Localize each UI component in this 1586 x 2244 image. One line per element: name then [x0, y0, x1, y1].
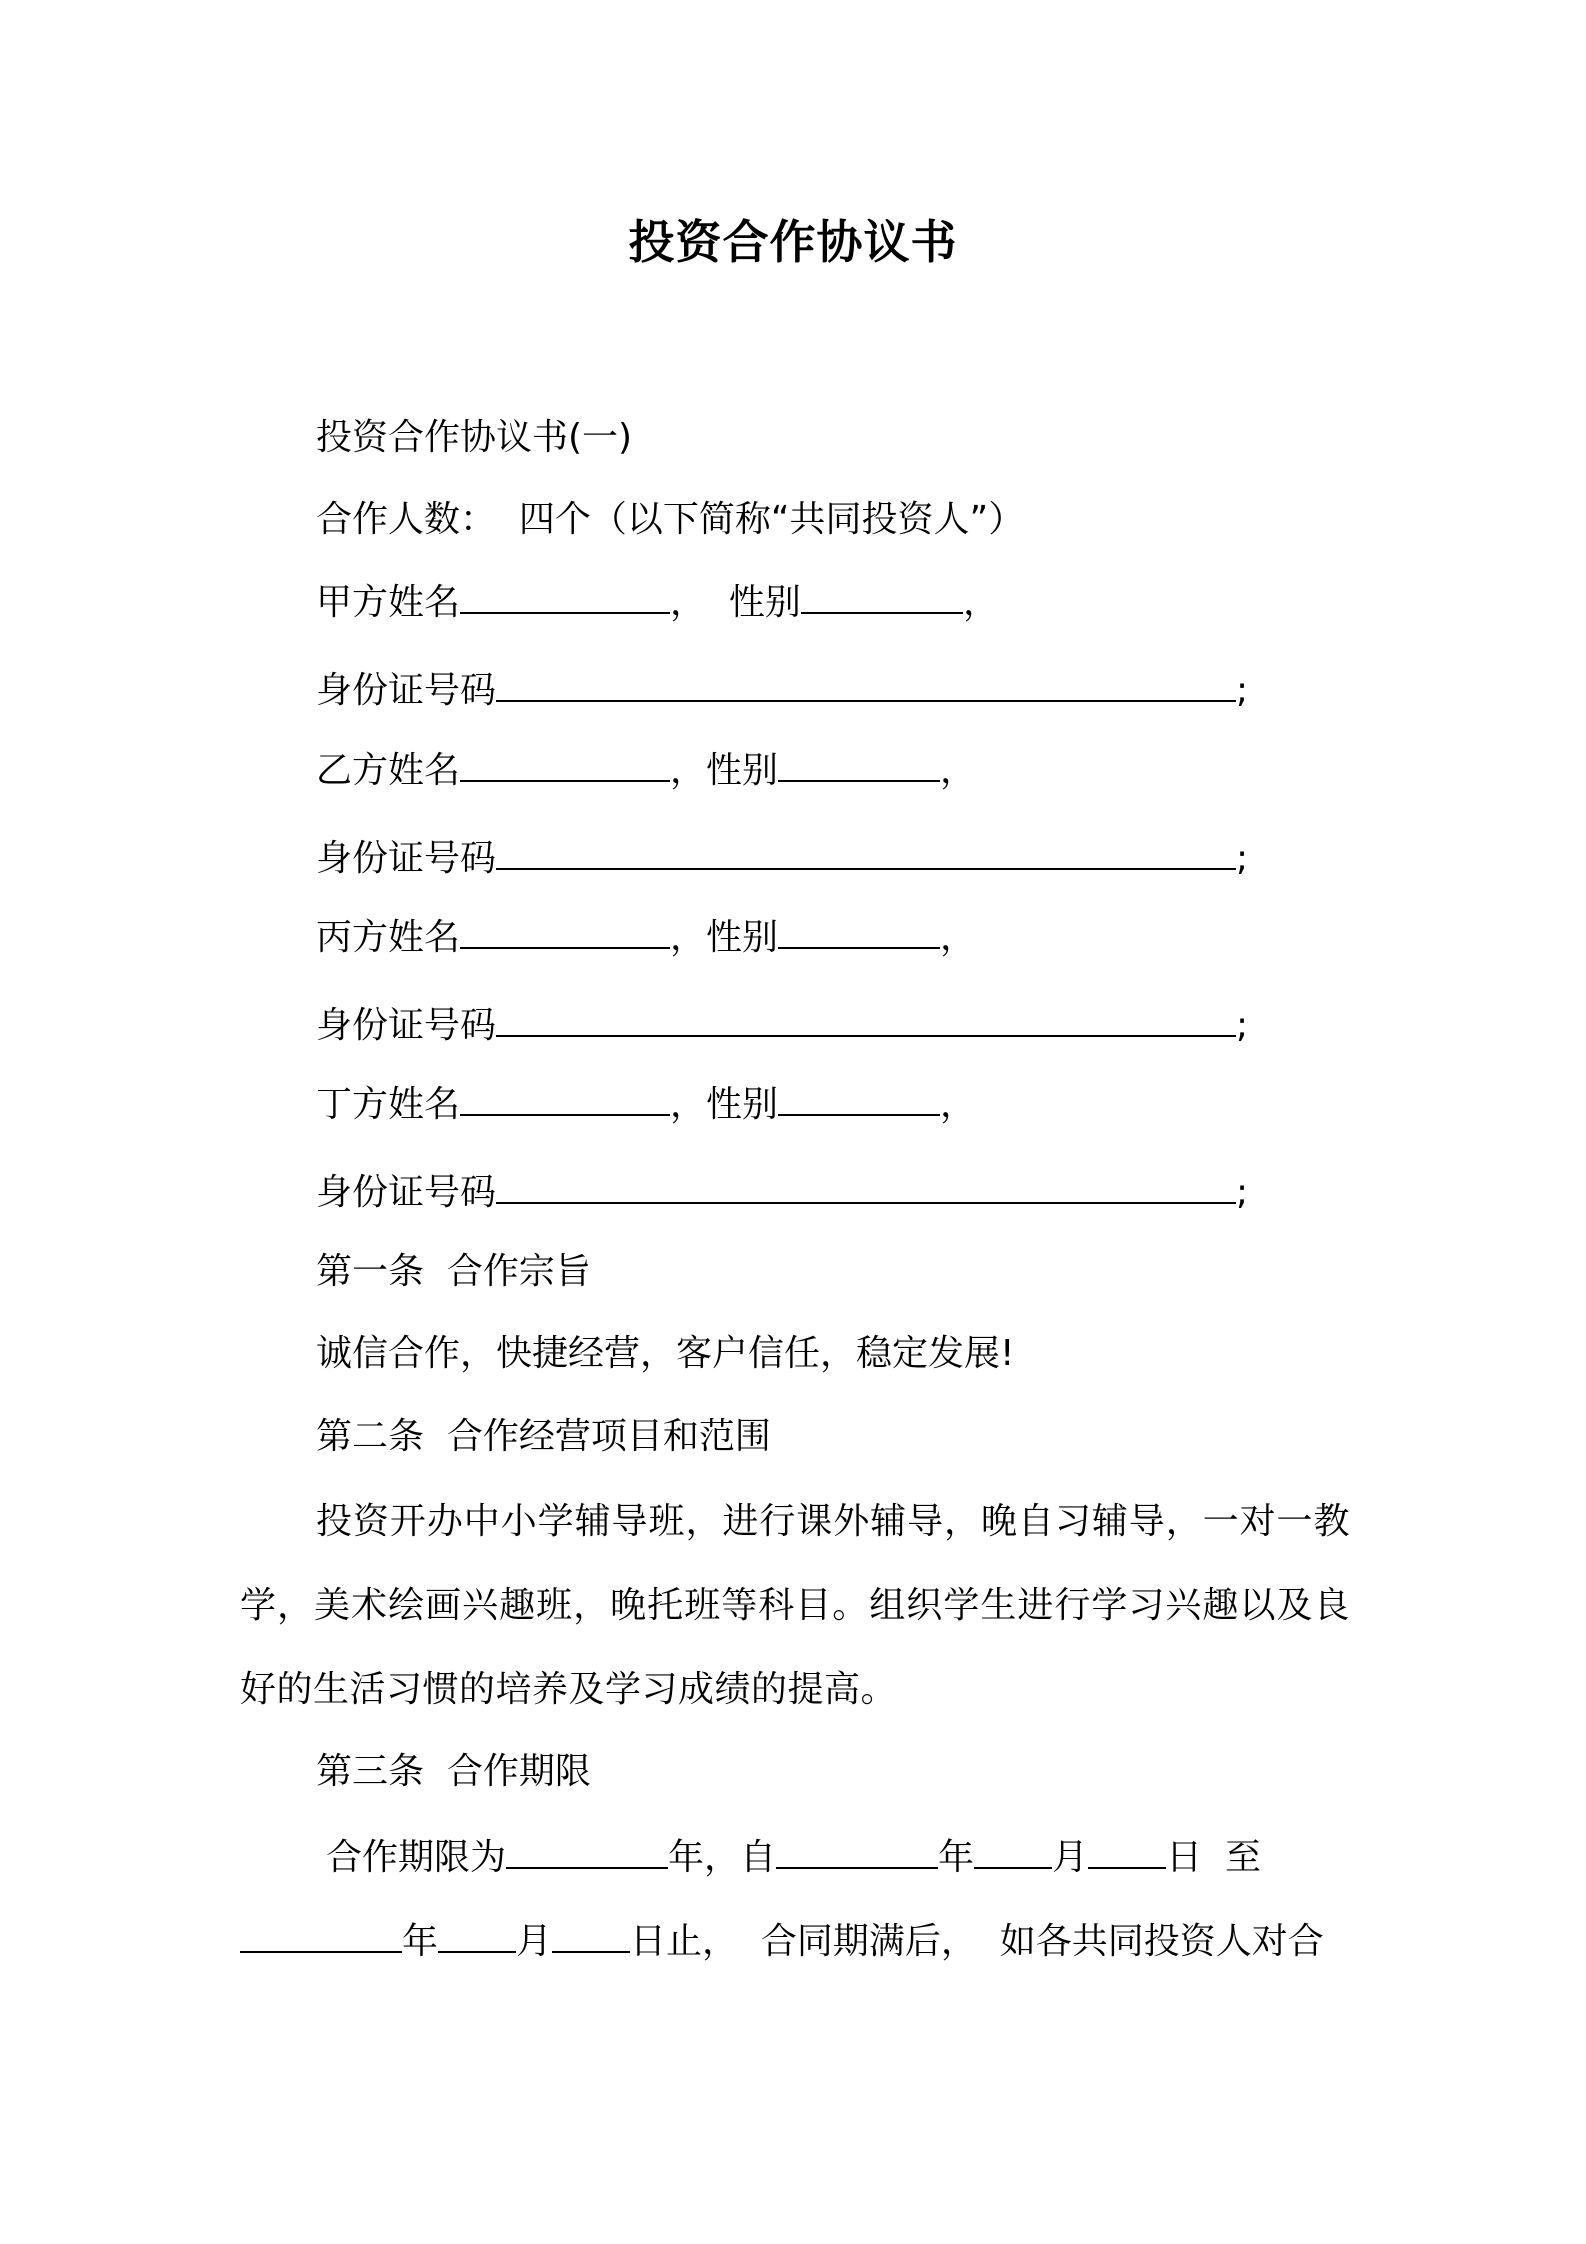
- start-day-blank: [1088, 1833, 1166, 1869]
- id-blank: [496, 1168, 1236, 1204]
- term-text: 月: [516, 1921, 553, 1962]
- separator: ，: [940, 917, 977, 958]
- name-label: 丙方姓名: [316, 917, 461, 958]
- article-1-text: 诚信合作，快捷经营，客户信任，稳定发展!: [316, 1333, 1015, 1374]
- line-end: ;: [1236, 1172, 1249, 1213]
- id-blank: [496, 1001, 1236, 1037]
- party-a-id-line: [316, 666, 1248, 715]
- article-3-term-line-2: [240, 1917, 1324, 1966]
- separator: ，: [962, 582, 999, 623]
- id-label: 身份证号码: [316, 670, 497, 711]
- party-d-name-line: [316, 1080, 976, 1129]
- party-b-name-line: [316, 746, 976, 795]
- separator: ，: [670, 917, 707, 958]
- document-subtitle: 投资合作协议书(一): [316, 417, 633, 458]
- article-2-text: 投资开办中小学辅导班，进行课外辅导，晚自习辅导，一对一教学，美术绘画兴趣班，晚托班等科目。组织学生进行学习兴趣以及良好的生活习惯的培养及学习成绩的提高。: [240, 1501, 1350, 1710]
- end-day-blank: [552, 1917, 630, 1953]
- sex-label: 性别: [728, 582, 801, 623]
- id-blank: [496, 834, 1236, 870]
- separator: ，: [670, 1084, 707, 1125]
- term-text: 日 至: [1166, 1837, 1261, 1878]
- term-text: 年，自: [668, 1837, 777, 1878]
- start-year-blank: [776, 1833, 938, 1869]
- name-blank: [460, 578, 670, 614]
- name-label: 甲方姓名: [316, 582, 461, 623]
- separator: ，: [670, 750, 707, 791]
- term-text: 年: [402, 1921, 439, 1962]
- sex-label: 性别: [706, 917, 779, 958]
- end-year-blank: [240, 1917, 402, 1953]
- id-label: 身份证号码: [316, 838, 497, 879]
- sex-label: 性别: [706, 1084, 779, 1125]
- name-label: 丁方姓名: [316, 1084, 461, 1125]
- id-blank: [496, 666, 1236, 702]
- term-text: 日止， 合同期满后， 如各共同投资人对合: [630, 1921, 1324, 1962]
- article-2-heading: 第二条 合作经营项目和范围: [316, 1416, 771, 1457]
- party-a-name-line: [316, 578, 999, 627]
- name-blank: [460, 746, 670, 782]
- separator: ，: [940, 1084, 977, 1125]
- term-text: 月: [1052, 1837, 1089, 1878]
- sex-blank: [801, 578, 963, 614]
- id-label: 身份证号码: [316, 1005, 497, 1046]
- party-c-name-line: [316, 913, 976, 962]
- end-month-blank: [438, 1917, 516, 1953]
- separator: ，: [670, 582, 718, 623]
- id-label: 身份证号码: [316, 1172, 497, 1213]
- article-1-heading: 第一条 合作宗旨: [316, 1251, 591, 1292]
- term-text: 合作期限为: [326, 1837, 507, 1878]
- name-blank: [460, 1080, 670, 1116]
- start-month-blank: [974, 1833, 1052, 1869]
- document-title: 投资合作协议书: [628, 215, 958, 269]
- separator: ，: [940, 750, 977, 791]
- sex-blank: [778, 746, 940, 782]
- article-3-term-line-1: [326, 1833, 1261, 1882]
- party-b-id-line: [316, 834, 1248, 883]
- sex-blank: [778, 913, 940, 949]
- name-label: 乙方姓名: [316, 750, 461, 791]
- line-end: ;: [1236, 670, 1249, 711]
- line-end: ;: [1236, 838, 1249, 879]
- year-count-blank: [506, 1833, 668, 1869]
- line-end: ;: [1236, 1005, 1249, 1046]
- partners-count-line: 合作人数： 四个（以下简称“共同投资人”）: [316, 499, 1025, 540]
- party-d-id-line: [316, 1168, 1248, 1217]
- party-c-id-line: [316, 1001, 1248, 1050]
- article-3-heading: 第三条 合作期限: [316, 1751, 591, 1792]
- sex-blank: [778, 1080, 940, 1116]
- sex-label: 性别: [706, 750, 779, 791]
- name-blank: [460, 913, 670, 949]
- term-text: 年: [938, 1837, 975, 1878]
